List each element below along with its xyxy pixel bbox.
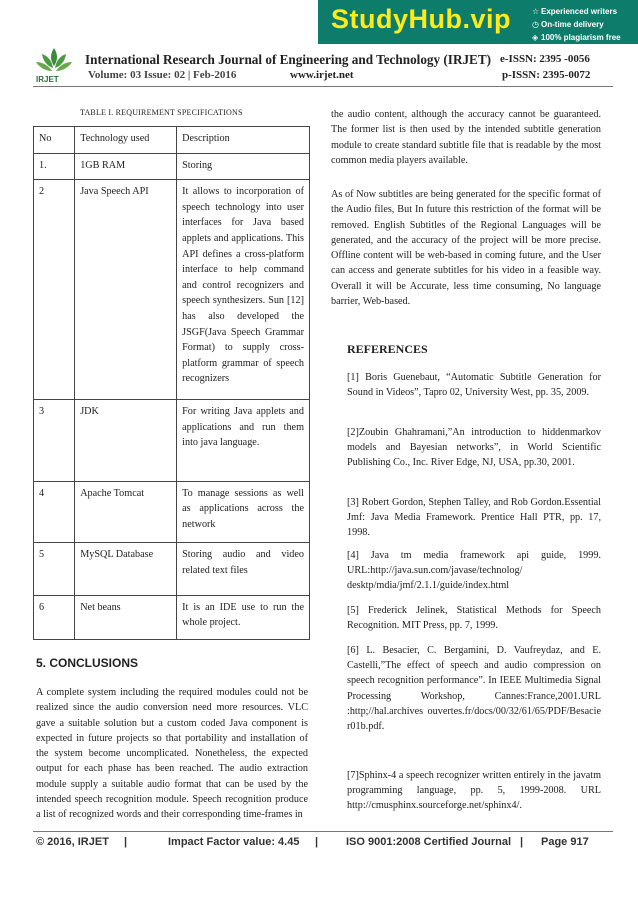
reference-text: L. Besacier, C. Bergamini, D. Vaufreydaz, and E. Castelli,”The effect of speech and audio compression on speech recognition performance”. In IEEE Multimedia Signal Processing Workshop, Cannes:France,2001.URL :http;//hal.archives ouvertes.fr/docs/00/32/61/65/PDF/Besacie r01b.pdf.	[347, 645, 602, 733]
feature-plagiarism-free: ◈ 100% plagiarism free	[532, 33, 621, 42]
right-paragraph-1: the audio content, although the accuracy cannot be guaranteed. The former list is then used by the intended subtitle generation module to create standard subtitle file that is readable by the most common media players available.	[331, 109, 601, 166]
irjet-logo-text: IRJET	[36, 75, 59, 84]
volume-issue: Volume: 03 Issue: 02 | Feb-2016	[88, 69, 237, 81]
footer-separator: |	[520, 836, 524, 848]
clock-icon: ◷	[532, 20, 539, 29]
table-cell: Java Speech API	[75, 180, 177, 400]
shield-icon: ◈	[532, 33, 539, 42]
table-header-row	[34, 127, 310, 154]
table-cell: 1.	[34, 153, 75, 180]
feature-experienced-writers: ☆ Experienced writers	[532, 7, 618, 16]
reference-text: Java tm media framework api guide, 1999. URL:http://java.sun.com/javase/technolog/ desktp/mdia/jmf/2.1.1/guide/index.html	[347, 550, 601, 592]
footer-iso: ISO 9001:2008 Certified Journal	[346, 836, 512, 848]
reference-text: Boris Guenebaut, “Automatic Subtitle Generation for Sound in Videos”, Tapro 02, University West, pp. 35, 2009.	[347, 372, 602, 399]
table-cell: 2	[34, 180, 75, 400]
table-cell: JDK	[75, 399, 177, 481]
star-icon: ☆	[532, 7, 540, 16]
table-cell: Storing	[177, 153, 310, 180]
reference-number: [7]	[347, 770, 359, 781]
reference-number: [2]	[347, 427, 359, 438]
reference-item	[347, 495, 601, 541]
reference-number: [6]	[347, 645, 359, 656]
references-heading: REFERENCES	[347, 342, 428, 356]
reference-text: Sphinx-4 a speech recognizer written entirely in the javatm programming language, pp. 5, 1999-2008. URL http://cmusphinx.sourceforge.net/sphinx4/.	[347, 770, 601, 812]
table-cell: 6	[34, 595, 75, 639]
table-cell: 3	[34, 399, 75, 481]
table-caption: TABLE I. REQUIREMENT SPECIFICATIONS	[80, 108, 243, 117]
table-row	[34, 180, 310, 400]
e-issn: e-ISSN: 2395 -0056	[500, 53, 590, 65]
table-cell: Storing audio and video related text files	[177, 543, 310, 595]
conclusions-text: A complete system including the required modules could not be realized since the audio conversion need more resources. VLC gave a suitable solution but a custom coded Java component is expected in future projects so that portability and installation of the system become uncomplicated. Nonetheless, the expected output for each phase has been reached. The audio extraction module supply a suitable audio format that can be used by the intended speech recognition module. Speech recognition produce a list of recognized words and their corresponding time-frames in	[36, 687, 308, 821]
feature-on-time-delivery: ◷ On-time delivery	[532, 20, 604, 29]
reference-item	[347, 370, 601, 400]
journal-title: International Research Journal of Engineering and Technology (IRJET)	[85, 52, 492, 67]
footer-impact-factor: Impact Factor value: 4.45	[168, 836, 300, 848]
reference-text: Frederick Jelinek, Statistical Methods for Speech Recognition. MIT Press, pp. 7, 1999.	[347, 605, 601, 632]
table-cell: 1GB RAM	[75, 153, 177, 180]
reference-text: Robert Gordon, Stephen Talley, and Rob Gordon.Essential Jmf: Java Media Framework. Prentice Hall PTR, pp. 17, 1998.	[347, 497, 602, 539]
table-row	[34, 481, 310, 543]
table-row	[34, 543, 310, 595]
reference-item	[347, 425, 601, 471]
table-cell: It is an IDE use to run the whole project.	[177, 595, 310, 639]
table-cell: To manage sessions as well as applications across the network	[177, 481, 310, 543]
reference-item	[347, 768, 601, 814]
table-row	[34, 595, 310, 639]
reference-text: Zoubin Ghahramani,”An introduction to hiddenmarkov models and Bayesian networks”, in World Scientific Publishing Co., Inc. River Edge, NJ, USA, pp.30, 2001.	[347, 427, 601, 469]
reference-number: [3]	[347, 497, 359, 508]
footer-separator: |	[315, 836, 319, 848]
table-row	[34, 153, 310, 180]
footer-rule	[33, 831, 613, 832]
footer-page-number: Page 917	[541, 836, 589, 848]
table-header-cell: No	[34, 127, 75, 154]
table-cell: MySQL Database	[75, 543, 177, 595]
reference-number: [1]	[347, 372, 359, 383]
journal-url[interactable]: www.irjet.net	[290, 69, 354, 81]
footer-copyright: © 2016, IRJET	[36, 836, 109, 848]
table-header-cell: Technology used	[75, 127, 177, 154]
requirement-table	[33, 126, 310, 640]
table-row	[34, 399, 310, 481]
table-cell: For writing Java applets and applications and run them into java language.	[177, 399, 310, 481]
reference-number: [5]	[347, 605, 359, 616]
reference-item	[347, 643, 601, 734]
reference-number: [4]	[347, 550, 359, 561]
reference-item	[347, 548, 601, 594]
table-cell: Net beans	[75, 595, 177, 639]
table-cell: It allows to incorporation of speech technology into user interfaces for Java based applets and applications. This API defines a cross-platform interface to help command and control recognizers and speech synthesizers. Sun [12] has also developed the JSGF(Java Speech Grammar Format) to supply cross-platform grammar of speech recognizers	[177, 180, 310, 400]
table-cell: 4	[34, 481, 75, 543]
right-paragraph-2: As of Now subtitles are being generated for the specific format of the Audio files, But In future this restriction of the format will be removed. English Subtitles of the Regional Languages will be generated, and the accuracy of the project will be more precise. Offline content will be web-based in coming future, and the User can access and generate subtitles for his video in a feasible way. Overall it will be Accurate, less time consuming, No language barrier, Web-based.	[331, 189, 601, 308]
table-cell: 5	[34, 543, 75, 595]
conclusions-heading: 5. CONCLUSIONS	[36, 656, 139, 670]
table-header-cell: Description	[177, 127, 310, 154]
p-issn: p-ISSN: 2395-0072	[502, 69, 591, 81]
studyhub-logo[interactable]: StudyHub.vip	[331, 4, 511, 34]
table-cell: Apache Tomcat	[75, 481, 177, 543]
header-rule	[33, 86, 613, 87]
reference-item	[347, 603, 601, 633]
footer-separator: |	[124, 836, 128, 848]
